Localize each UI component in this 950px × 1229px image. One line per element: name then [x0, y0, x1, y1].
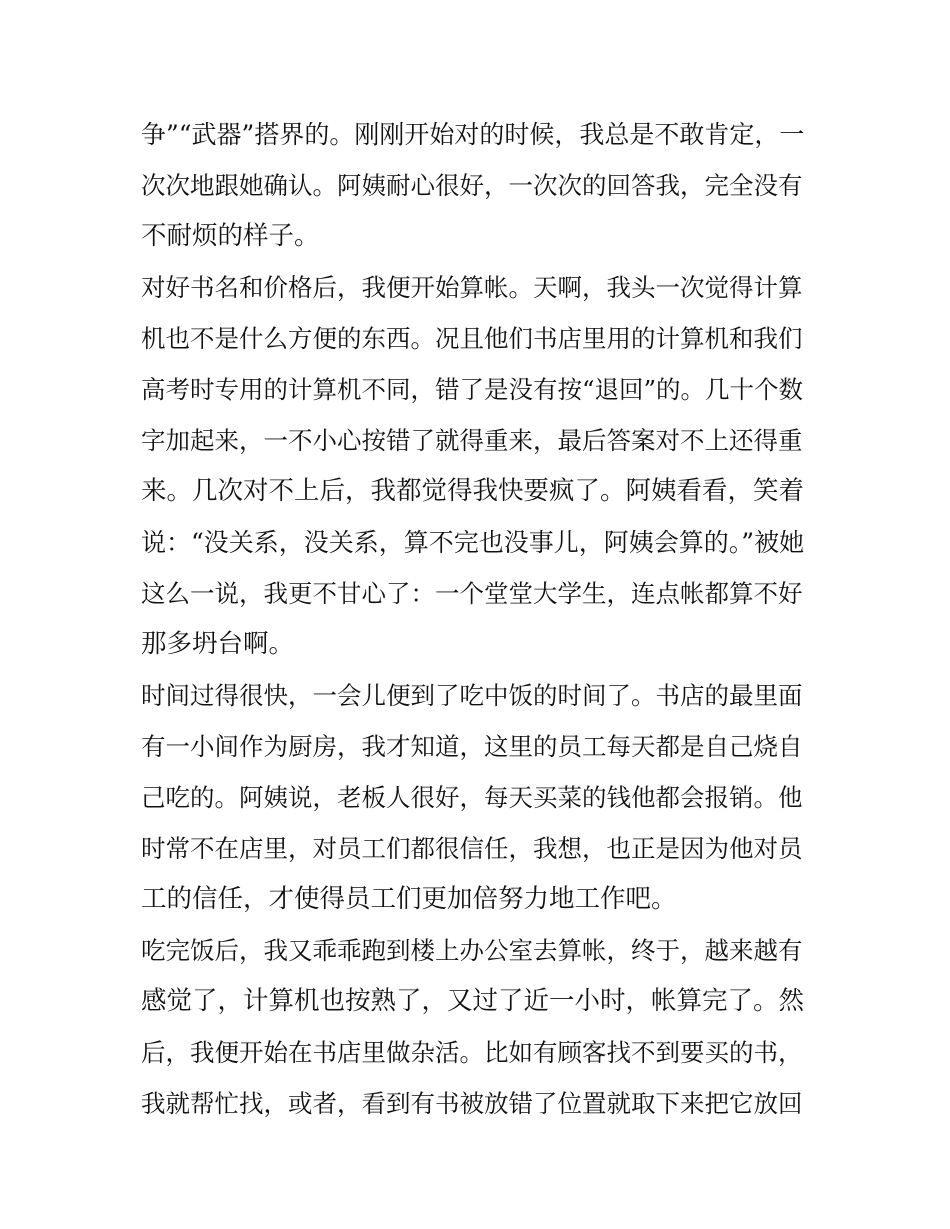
- text-line: 高考时专用的计算机不同，错了是没有按“退回”的。几十个数: [141, 375, 804, 404]
- text-line: 争”“武器”搭界的。刚刚开始对的时候，我总是不敢肯定，一: [141, 120, 805, 149]
- text-line: 有一小间作为厨房，我才知道，这里的员工每天都是自己烧自: [141, 732, 803, 761]
- text-line: 时常不在店里，对员工们都很信任，我想，也正是因为他对员: [141, 834, 803, 863]
- text-line: 时间过得很快，一会儿便到了吃中饭的时间了。书店的最里面: [141, 681, 803, 710]
- text-column: [141, 109, 811, 1129]
- text-line: 己吃的。阿姨说，老板人很好，每天买菜的钱他都会报销。他: [141, 783, 803, 812]
- text-line: 后，我便开始在书店里做杂活。比如有顾客找不到要买的书，: [141, 1038, 803, 1067]
- text-line: 我就帮忙找，或者，看到有书被放错了位置就取下来把它放回: [141, 1089, 803, 1118]
- text-line: 说：“没关系，没关系，算不完也没事儿，阿姨会算的。”被她: [141, 528, 805, 557]
- text-line: 次次地跟她确认。阿姨耐心很好，一次次的回答我，完全没有: [141, 171, 803, 200]
- text-line: 这么一说，我更不甘心了：一个堂堂大学生，连点帐都算不好: [141, 579, 803, 608]
- text-line: 对好书名和价格后，我便开始算帐。天啊，我头一次觉得计算: [141, 273, 803, 302]
- text-line: 感觉了，计算机也按熟了，又过了近一小时，帐算完了。然: [141, 986, 805, 1016]
- text-line: 来。几次对不上后，我都觉得我快要疯了。阿姨看看，笑着: [141, 476, 805, 506]
- text-line: 机也不是什么方便的东西。况且他们书店里用的计算机和我们: [141, 324, 803, 353]
- text-line: 不耐烦的样子。: [141, 221, 320, 251]
- text-line: 吃完饭后，我又乖乖跑到楼上办公室去算帐，终于，越来越有: [141, 936, 803, 965]
- text-line: 那多坍台啊。: [141, 629, 295, 659]
- text-line: 工的信任，才使得员工们更加倍努力地工作吧。: [141, 884, 677, 914]
- text-line: 字加起来，一不小心按错了就得重来，最后答案对不上还得重: [141, 426, 803, 455]
